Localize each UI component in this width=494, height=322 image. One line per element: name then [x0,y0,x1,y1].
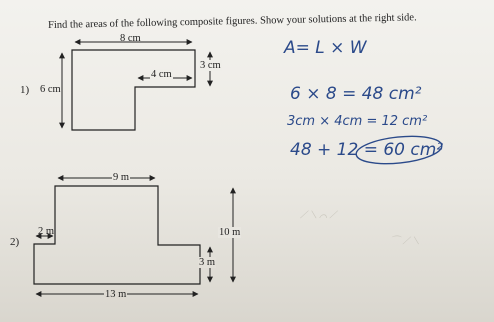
figure-2-step-label: 3 m [199,257,216,268]
bleed-through-marks-2: ⌒ ⟋ ⟍ [390,236,419,247]
figure-2-left-label: 2 m [38,226,55,237]
handwritten-line-2: 3cm × 4cm = 12 cm² [287,114,428,129]
instructions-text: Find the areas of the following composite figures. Show your solutions at the right side. [48,12,417,31]
bleed-through-marks: ⟋ ⟍ ⌒ ⟋ [300,210,337,221]
handwritten-formula: A= L × W [284,38,367,58]
figure-1-shape [72,50,195,130]
figure-1-top-label: 8 cm [120,33,141,44]
handwritten-line-1: 6 × 8 = 48 cm² [290,84,422,104]
figure-1-left-label: 6 cm [40,84,61,95]
figure-1-step-width-label: 4 cm [151,69,172,80]
figure-1-step-height-label: 3 cm [200,60,221,71]
handwritten-line-3: 48 + 12 = 60 cm² [290,140,444,160]
figure-2-right-label: 10 m [219,227,241,238]
figure-2-shape [34,186,200,284]
problem-2-number: 2) [10,236,20,248]
figure-2-top-label: 9 m [113,172,130,183]
problem-1-number: 1) [20,84,30,96]
figure-2-bottom-label: 13 m [105,289,127,300]
